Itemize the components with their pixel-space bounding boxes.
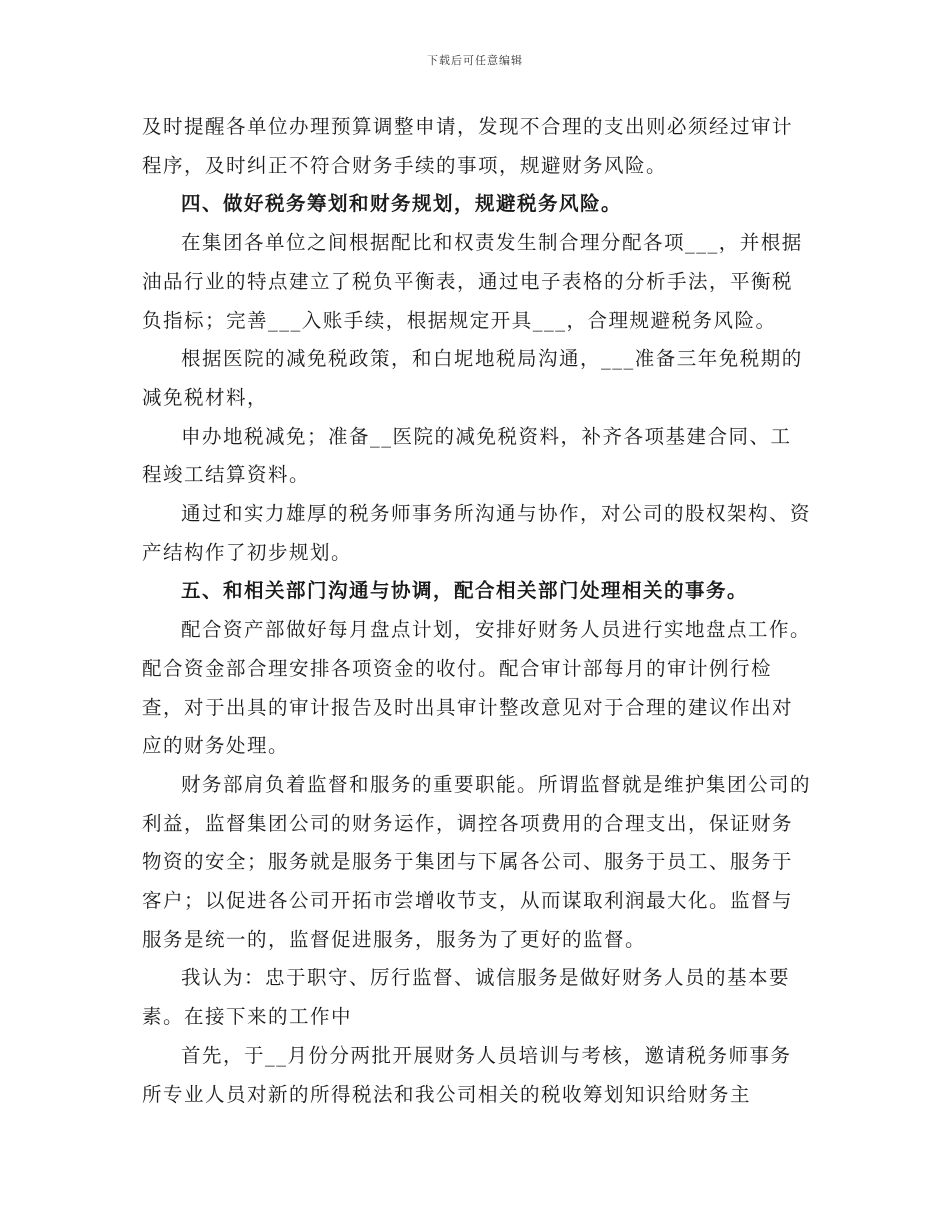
paragraph: 申办地税减免；准备__医院的减免税资料，补齐各项基建合同、工程竣工结算资料。	[142, 424, 792, 487]
section-heading-5: 五、和相关部门沟通与协调，配合相关部门处理相关的事务。	[181, 579, 749, 603]
document-body	[142, 108, 812, 1114]
section-heading-4: 四、做好税务筹划和财务规划，规避税务风险。	[181, 192, 623, 216]
paragraph: 配合资产部做好每月盘点计划，安排好财务人员进行实地盘点工作。配合资金部合理安排各项资金的收付。配合审计部每月的审计例行检查，对于出具的审计报告及时出具审计整改意见对于合理的建议作出对应的财务处理。	[142, 618, 812, 758]
page-header: 下载后可任意编辑	[427, 54, 523, 67]
paragraph: 在集团各单位之间根据配比和权责发生制合理分配各项___，并根据油品行业的特点建立了税负平衡表，通过电子表格的分析手法，平衡税负指标；完善___入账手续，根据规定开具___，合理规避税务风险。	[142, 231, 803, 332]
paragraph: 根据医院的减免税政策，和白坭地税局沟通，___准备三年免税期的减免税材料，	[142, 347, 803, 409]
paragraph-continuation: 及时提醒各单位办理预算调整申请，发现不合理的支出则必须经过审计程序，及时纠正不符合财务手续的事项，规避财务风险。	[142, 115, 794, 177]
paragraph: 我认为：忠于职守、厉行监督、诚信服务是做好财务人员的基本要素。在接下来的工作中	[142, 966, 791, 1029]
paragraph: 通过和实力雄厚的税务师事务所沟通与协作，对公司的股权架构、资产结构作了初步规划。	[142, 502, 812, 564]
paragraph: 首先，于__月份分两批开展财务人员培训与考核，邀请税务师事务所专业人员对新的所得税法和我公司相关的税收筹划知识给财务主	[142, 1043, 792, 1106]
paragraph: 财务部肩负着监督和服务的重要职能。所谓监督就是维护集团公司的利益，监督集团公司的财务运作，调控各项费用的合理支出，保证财务物资的安全；服务就是服务于集团与下属各公司、服务于员工、服务于客户；以促进各公司开拓市尝增收节支，从而谋取利润最大化。监督与服务是统一的，监督促进服务，服务为了更好的监督。	[142, 772, 812, 951]
